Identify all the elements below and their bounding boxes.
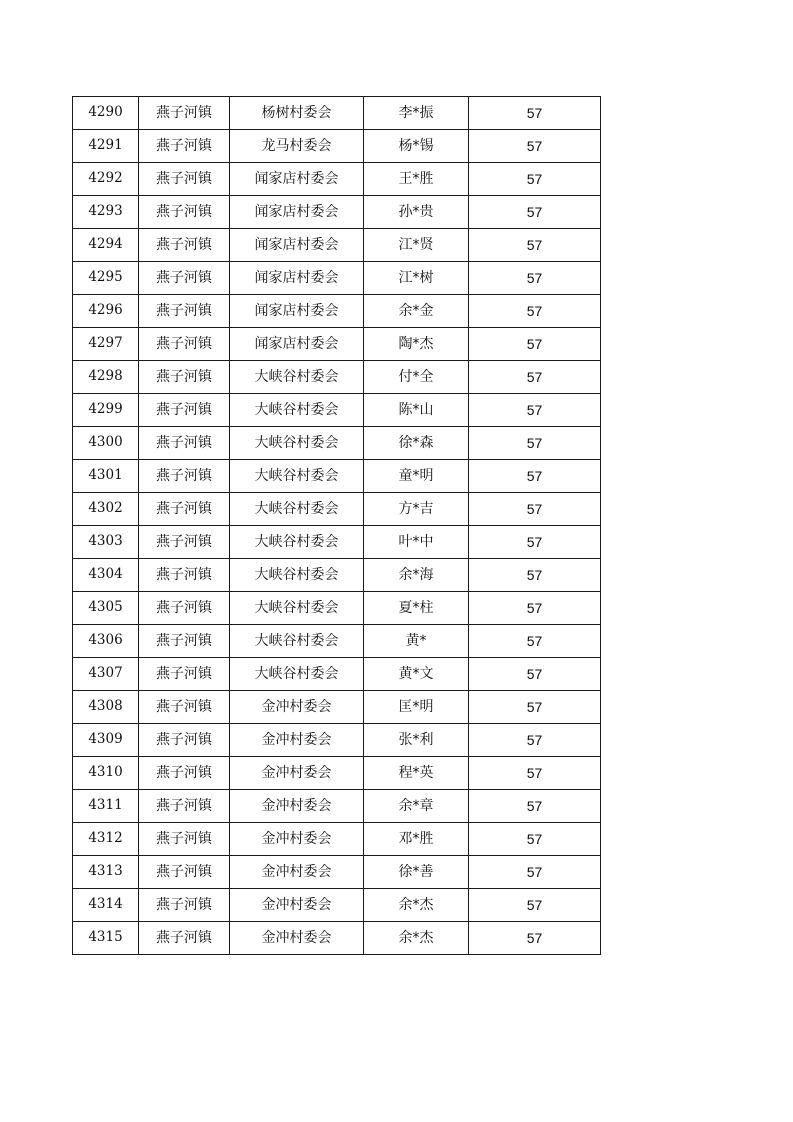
table-row — [73, 229, 601, 262]
town-cell: 燕子河镇 — [139, 724, 230, 757]
row-number-cell: 4314 — [73, 889, 139, 922]
person-name-cell: 付*全 — [364, 361, 469, 394]
row-number-cell: 4310 — [73, 757, 139, 790]
town-cell: 燕子河镇 — [139, 922, 230, 955]
village-committee-cell: 金冲村委会 — [230, 724, 364, 757]
amount-cell: 57 — [469, 526, 601, 559]
amount-cell: 57 — [469, 493, 601, 526]
town-cell: 燕子河镇 — [139, 394, 230, 427]
village-committee-cell: 闻家店村委会 — [230, 328, 364, 361]
table-row — [73, 295, 601, 328]
amount-cell: 57 — [469, 229, 601, 262]
table-row — [73, 856, 601, 889]
amount-cell: 57 — [469, 757, 601, 790]
town-cell: 燕子河镇 — [139, 691, 230, 724]
village-committee-cell: 金冲村委会 — [230, 889, 364, 922]
town-cell: 燕子河镇 — [139, 790, 230, 823]
person-name-cell: 黄* — [364, 625, 469, 658]
table-row — [73, 460, 601, 493]
amount-cell: 57 — [469, 922, 601, 955]
village-committee-cell: 闻家店村委会 — [230, 229, 364, 262]
person-name-cell: 徐*森 — [364, 427, 469, 460]
town-cell: 燕子河镇 — [139, 757, 230, 790]
village-committee-cell: 金冲村委会 — [230, 757, 364, 790]
amount-cell: 57 — [469, 790, 601, 823]
table-row — [73, 658, 601, 691]
person-name-cell: 张*利 — [364, 724, 469, 757]
table-row — [73, 262, 601, 295]
town-cell: 燕子河镇 — [139, 427, 230, 460]
town-cell: 燕子河镇 — [139, 559, 230, 592]
row-number-cell: 4299 — [73, 394, 139, 427]
table-row — [73, 163, 601, 196]
row-number-cell: 4309 — [73, 724, 139, 757]
amount-cell: 57 — [469, 295, 601, 328]
town-cell: 燕子河镇 — [139, 526, 230, 559]
person-name-cell: 李*振 — [364, 97, 469, 130]
village-committee-cell: 大峡谷村委会 — [230, 427, 364, 460]
amount-cell: 57 — [469, 823, 601, 856]
town-cell: 燕子河镇 — [139, 163, 230, 196]
row-number-cell: 4306 — [73, 625, 139, 658]
amount-cell: 57 — [469, 97, 601, 130]
person-name-cell: 江*贤 — [364, 229, 469, 262]
table-row — [73, 691, 601, 724]
row-number-cell: 4294 — [73, 229, 139, 262]
person-name-cell: 余*海 — [364, 559, 469, 592]
amount-cell: 57 — [469, 592, 601, 625]
row-number-cell: 4305 — [73, 592, 139, 625]
person-name-cell: 夏*柱 — [364, 592, 469, 625]
village-committee-cell: 金冲村委会 — [230, 823, 364, 856]
table-row — [73, 394, 601, 427]
town-cell: 燕子河镇 — [139, 196, 230, 229]
amount-cell: 57 — [469, 559, 601, 592]
village-committee-cell: 大峡谷村委会 — [230, 592, 364, 625]
table-row — [73, 724, 601, 757]
town-cell: 燕子河镇 — [139, 229, 230, 262]
town-cell: 燕子河镇 — [139, 493, 230, 526]
person-name-cell: 余*章 — [364, 790, 469, 823]
table-row — [73, 922, 601, 955]
person-name-cell: 余*金 — [364, 295, 469, 328]
row-number-cell: 4292 — [73, 163, 139, 196]
person-name-cell: 方*吉 — [364, 493, 469, 526]
amount-cell: 57 — [469, 889, 601, 922]
village-committee-cell: 闻家店村委会 — [230, 295, 364, 328]
village-committee-cell: 闻家店村委会 — [230, 196, 364, 229]
subsidy-table — [72, 96, 601, 955]
amount-cell: 57 — [469, 691, 601, 724]
person-name-cell: 余*杰 — [364, 889, 469, 922]
village-committee-cell: 大峡谷村委会 — [230, 394, 364, 427]
amount-cell: 57 — [469, 262, 601, 295]
table-row — [73, 592, 601, 625]
amount-cell: 57 — [469, 328, 601, 361]
village-committee-cell: 闻家店村委会 — [230, 262, 364, 295]
table-row — [73, 427, 601, 460]
row-number-cell: 4298 — [73, 361, 139, 394]
row-number-cell: 4290 — [73, 97, 139, 130]
row-number-cell: 4307 — [73, 658, 139, 691]
person-name-cell: 孙*贵 — [364, 196, 469, 229]
person-name-cell: 王*胜 — [364, 163, 469, 196]
amount-cell: 57 — [469, 724, 601, 757]
row-number-cell: 4300 — [73, 427, 139, 460]
table-row — [73, 130, 601, 163]
table-row — [73, 361, 601, 394]
row-number-cell: 4303 — [73, 526, 139, 559]
person-name-cell: 程*英 — [364, 757, 469, 790]
village-committee-cell: 大峡谷村委会 — [230, 625, 364, 658]
row-number-cell: 4313 — [73, 856, 139, 889]
town-cell: 燕子河镇 — [139, 658, 230, 691]
table-row — [73, 559, 601, 592]
person-name-cell: 余*杰 — [364, 922, 469, 955]
row-number-cell: 4297 — [73, 328, 139, 361]
table-row — [73, 328, 601, 361]
village-committee-cell: 大峡谷村委会 — [230, 526, 364, 559]
row-number-cell: 4296 — [73, 295, 139, 328]
table-row — [73, 196, 601, 229]
person-name-cell: 陶*杰 — [364, 328, 469, 361]
village-committee-cell: 大峡谷村委会 — [230, 658, 364, 691]
person-name-cell: 匡*明 — [364, 691, 469, 724]
row-number-cell: 4302 — [73, 493, 139, 526]
table-body — [73, 97, 601, 955]
row-number-cell: 4293 — [73, 196, 139, 229]
town-cell: 燕子河镇 — [139, 361, 230, 394]
person-name-cell: 杨*锡 — [364, 130, 469, 163]
town-cell: 燕子河镇 — [139, 328, 230, 361]
town-cell: 燕子河镇 — [139, 856, 230, 889]
town-cell: 燕子河镇 — [139, 889, 230, 922]
row-number-cell: 4308 — [73, 691, 139, 724]
village-committee-cell: 大峡谷村委会 — [230, 361, 364, 394]
town-cell: 燕子河镇 — [139, 625, 230, 658]
town-cell: 燕子河镇 — [139, 130, 230, 163]
village-committee-cell: 大峡谷村委会 — [230, 493, 364, 526]
person-name-cell: 邓*胜 — [364, 823, 469, 856]
row-number-cell: 4312 — [73, 823, 139, 856]
village-committee-cell: 金冲村委会 — [230, 691, 364, 724]
village-committee-cell: 杨树村委会 — [230, 97, 364, 130]
village-committee-cell: 金冲村委会 — [230, 856, 364, 889]
town-cell: 燕子河镇 — [139, 823, 230, 856]
village-committee-cell: 金冲村委会 — [230, 922, 364, 955]
town-cell: 燕子河镇 — [139, 592, 230, 625]
amount-cell: 57 — [469, 196, 601, 229]
row-number-cell: 4295 — [73, 262, 139, 295]
amount-cell: 57 — [469, 856, 601, 889]
table-row — [73, 526, 601, 559]
person-name-cell: 江*树 — [364, 262, 469, 295]
village-committee-cell: 大峡谷村委会 — [230, 559, 364, 592]
person-name-cell: 童*明 — [364, 460, 469, 493]
town-cell: 燕子河镇 — [139, 97, 230, 130]
table-row — [73, 889, 601, 922]
table-row — [73, 625, 601, 658]
person-name-cell: 黄*文 — [364, 658, 469, 691]
table-row — [73, 823, 601, 856]
row-number-cell: 4311 — [73, 790, 139, 823]
person-name-cell: 陈*山 — [364, 394, 469, 427]
amount-cell: 57 — [469, 427, 601, 460]
amount-cell: 57 — [469, 625, 601, 658]
town-cell: 燕子河镇 — [139, 295, 230, 328]
amount-cell: 57 — [469, 658, 601, 691]
table-row — [73, 493, 601, 526]
amount-cell: 57 — [469, 394, 601, 427]
amount-cell: 57 — [469, 361, 601, 394]
amount-cell: 57 — [469, 460, 601, 493]
village-committee-cell: 龙马村委会 — [230, 130, 364, 163]
amount-cell: 57 — [469, 130, 601, 163]
village-committee-cell: 金冲村委会 — [230, 790, 364, 823]
table-row — [73, 757, 601, 790]
row-number-cell: 4315 — [73, 922, 139, 955]
village-committee-cell: 大峡谷村委会 — [230, 460, 364, 493]
town-cell: 燕子河镇 — [139, 460, 230, 493]
table-row — [73, 790, 601, 823]
town-cell: 燕子河镇 — [139, 262, 230, 295]
row-number-cell: 4304 — [73, 559, 139, 592]
row-number-cell: 4301 — [73, 460, 139, 493]
village-committee-cell: 闻家店村委会 — [230, 163, 364, 196]
table-row — [73, 97, 601, 130]
person-name-cell: 叶*中 — [364, 526, 469, 559]
person-name-cell: 徐*善 — [364, 856, 469, 889]
row-number-cell: 4291 — [73, 130, 139, 163]
amount-cell: 57 — [469, 163, 601, 196]
